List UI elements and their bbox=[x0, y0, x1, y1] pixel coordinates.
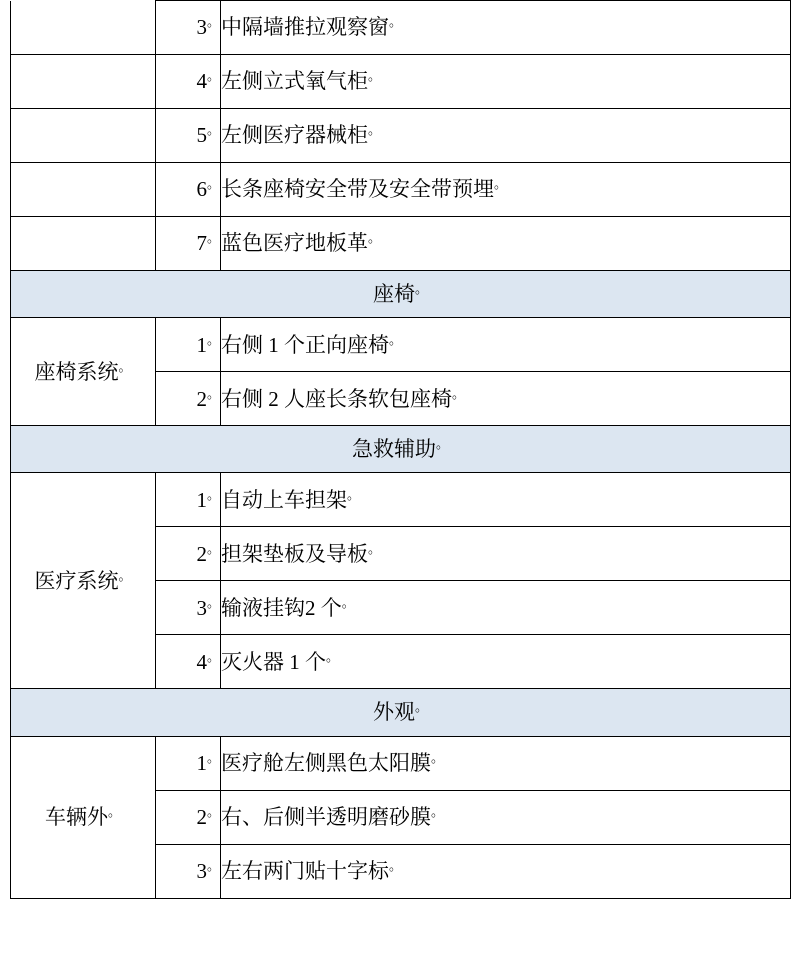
row-mark: 。 bbox=[206, 803, 220, 819]
row-description: 右侧 2 人座长条软包座椅。 bbox=[221, 372, 791, 426]
row-number: 7。 bbox=[156, 217, 221, 271]
row-number: 4。 bbox=[156, 635, 221, 689]
row-mark: 。 bbox=[206, 385, 220, 401]
row-mark: 。 bbox=[368, 230, 382, 246]
section-title: 座椅。 bbox=[11, 271, 791, 318]
category-cell-empty bbox=[11, 1, 156, 55]
section-header-row bbox=[11, 271, 791, 318]
row-number: 5。 bbox=[156, 109, 221, 163]
row-description: 左侧医疗器械柜。 bbox=[221, 109, 791, 163]
category-cell-empty bbox=[11, 217, 156, 271]
category-cell-empty bbox=[11, 109, 156, 163]
row-mark: 。 bbox=[118, 567, 132, 583]
section-header-row bbox=[11, 426, 791, 473]
row-mark: 。 bbox=[368, 68, 382, 84]
table-row bbox=[11, 473, 791, 527]
row-mark: 。 bbox=[206, 648, 220, 664]
row-description: 输液挂钩2 个。 bbox=[221, 581, 791, 635]
row-mark: 。 bbox=[347, 486, 361, 502]
row-mark: 。 bbox=[414, 281, 428, 296]
table-row bbox=[11, 736, 791, 790]
row-mark: 。 bbox=[206, 857, 220, 873]
row-mark: 。 bbox=[206, 749, 220, 765]
section-header-row bbox=[11, 689, 791, 736]
row-mark: 。 bbox=[368, 122, 382, 138]
row-description: 右侧 1 个正向座椅。 bbox=[221, 318, 791, 372]
row-mark: 。 bbox=[414, 699, 428, 715]
row-mark: 。 bbox=[206, 540, 220, 556]
row-mark: 。 bbox=[389, 331, 403, 347]
row-number: 2。 bbox=[156, 372, 221, 426]
row-mark: 。 bbox=[206, 14, 220, 30]
row-mark: 。 bbox=[206, 486, 220, 502]
row-mark: 。 bbox=[206, 122, 220, 138]
row-mark: 。 bbox=[435, 436, 449, 452]
row-description: 右、后侧半透明磨砂膜。 bbox=[221, 790, 791, 844]
row-mark: 。 bbox=[206, 594, 220, 610]
category-cell-empty bbox=[11, 55, 156, 109]
table-row bbox=[11, 163, 791, 217]
row-mark: 。 bbox=[206, 68, 220, 84]
specification-table bbox=[10, 0, 791, 899]
row-number: 3。 bbox=[156, 844, 221, 898]
row-number: 3。 bbox=[156, 1, 221, 55]
row-description: 长条座椅安全带及安全带预埋。 bbox=[221, 163, 791, 217]
row-description: 自动上车担架。 bbox=[221, 473, 791, 527]
row-number: 2。 bbox=[156, 790, 221, 844]
row-mark: 。 bbox=[431, 803, 445, 819]
row-number: 1。 bbox=[156, 473, 221, 527]
row-number: 6。 bbox=[156, 163, 221, 217]
row-number: 3。 bbox=[156, 581, 221, 635]
row-mark: 。 bbox=[206, 230, 220, 246]
section-title: 急救辅助。 bbox=[11, 426, 791, 473]
row-mark: 。 bbox=[206, 331, 220, 347]
row-description: 灭火器 1 个。 bbox=[221, 635, 791, 689]
row-mark: 。 bbox=[341, 594, 355, 610]
row-description: 左侧立式氧气柜。 bbox=[221, 55, 791, 109]
table-row bbox=[11, 318, 791, 372]
row-number: 1。 bbox=[156, 318, 221, 372]
row-mark: 。 bbox=[431, 749, 445, 765]
row-description: 蓝色医疗地板革。 bbox=[221, 217, 791, 271]
row-description: 担架垫板及导板。 bbox=[221, 527, 791, 581]
row-number: 1。 bbox=[156, 736, 221, 790]
category-cell: 车辆外。 bbox=[11, 736, 156, 898]
table-row bbox=[11, 217, 791, 271]
row-mark: 。 bbox=[368, 540, 382, 556]
table-row bbox=[11, 55, 791, 109]
category-cell-empty bbox=[11, 163, 156, 217]
row-description: 左右两门贴十字标。 bbox=[221, 844, 791, 898]
row-mark: 。 bbox=[107, 803, 121, 819]
row-mark: 。 bbox=[118, 358, 132, 374]
row-mark: 。 bbox=[206, 176, 220, 192]
row-number: 4。 bbox=[156, 55, 221, 109]
row-mark: 。 bbox=[326, 648, 340, 664]
table-row bbox=[11, 1, 791, 55]
row-mark: 。 bbox=[389, 857, 403, 873]
category-cell: 座椅系统。 bbox=[11, 318, 156, 426]
row-mark: 。 bbox=[452, 385, 466, 401]
row-description: 医疗舱左侧黑色太阳膜。 bbox=[221, 736, 791, 790]
row-mark: 。 bbox=[494, 176, 508, 192]
table-row bbox=[11, 109, 791, 163]
row-description: 中隔墙推拉观察窗。 bbox=[221, 1, 791, 55]
row-mark: 。 bbox=[389, 14, 403, 30]
section-title: 外观。 bbox=[11, 689, 791, 736]
row-number: 2。 bbox=[156, 527, 221, 581]
category-cell: 医疗系统。 bbox=[11, 473, 156, 689]
